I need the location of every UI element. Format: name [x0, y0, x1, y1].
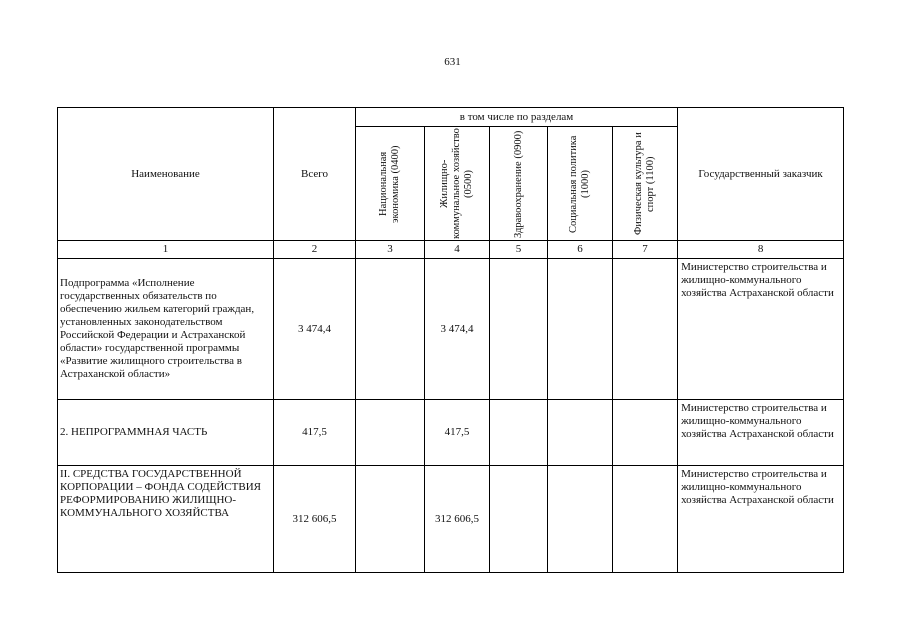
header-section-0400-label: Национальная экономика (0400) [378, 144, 401, 223]
header-section-0900-label: Здравоохранение (0900) [512, 129, 524, 238]
col-number-1: 1 [58, 241, 274, 259]
table-row [58, 400, 844, 466]
row-total: 3 474,4 [274, 259, 356, 400]
row-section-0500: 312 606,5 [425, 466, 490, 573]
header-total: Всего [274, 108, 356, 241]
row-section-1100 [613, 400, 678, 466]
row-section-0900 [490, 400, 548, 466]
header-name: Наименование [58, 108, 274, 241]
row-name: II. СРЕДСТВА ГОСУДАРСТВЕННОЙ КОРПОРАЦИИ – ФОНДА СОДЕЙСТВИЯ РЕФОРМИРОВАНИЮ ЖИЛИЩНО-КОММУНАЛЬНОГО ХОЗЯЙСТВА [58, 466, 274, 573]
row-name: 2. НЕПРОГРАММНАЯ ЧАСТЬ [58, 400, 274, 466]
row-section-1100 [613, 466, 678, 573]
table-row [58, 259, 844, 400]
header-section-0500 [425, 127, 490, 241]
col-number-4: 4 [425, 241, 490, 259]
header-customer: Государственный заказчик [678, 108, 844, 241]
header-section-1100 [613, 127, 678, 241]
row-section-1000 [548, 400, 613, 466]
row-section-1100 [613, 259, 678, 400]
row-section-0400 [356, 466, 425, 573]
row-section-0500: 3 474,4 [425, 259, 490, 400]
header-group: в том числе по разделам [356, 108, 678, 127]
budget-table [57, 107, 844, 573]
row-section-1000 [548, 259, 613, 400]
column-number-row [58, 241, 844, 259]
row-customer: Министерство строительства и жилищно-коммунального хозяйства Астраханской области [678, 259, 844, 400]
row-section-1000 [548, 466, 613, 573]
row-section-0400 [356, 259, 425, 400]
header-row-1 [58, 108, 844, 127]
row-total: 417,5 [274, 400, 356, 466]
col-number-5: 5 [490, 241, 548, 259]
col-number-2: 2 [274, 241, 356, 259]
row-section-0400 [356, 400, 425, 466]
col-number-3: 3 [356, 241, 425, 259]
row-customer: Министерство строительства и жилищно-коммунального хозяйства Астраханской области [678, 400, 844, 466]
row-customer: Министерство строительства и жилищно-коммунального хозяйства Астраханской области [678, 466, 844, 573]
row-section-0900 [490, 466, 548, 573]
header-section-0400 [356, 127, 425, 241]
row-section-0900 [490, 259, 548, 400]
col-number-7: 7 [613, 241, 678, 259]
header-section-1000-label: Социальная политика (1000) [568, 134, 591, 233]
row-section-0500: 417,5 [425, 400, 490, 466]
page-number: 631 [444, 56, 461, 68]
header-section-0900 [490, 127, 548, 241]
header-section-0500-label: Жилищно-коммунальное хозяйство (0500) [439, 128, 474, 239]
header-section-1100-label: Физическая культура и спорт (1100) [633, 132, 657, 235]
col-number-6: 6 [548, 241, 613, 259]
header-section-1000 [548, 127, 613, 241]
row-name: Подпрограмма «Исполнение государственных обязательств по обеспечению жильем категорий граждан, установленных законодательством Российской Федерации и Астраханской области» государственной программы «Развитие жилищного строительства в Астраханской области» [58, 259, 274, 400]
row-total: 312 606,5 [274, 466, 356, 573]
col-number-8: 8 [678, 241, 844, 259]
table-row [58, 466, 844, 573]
